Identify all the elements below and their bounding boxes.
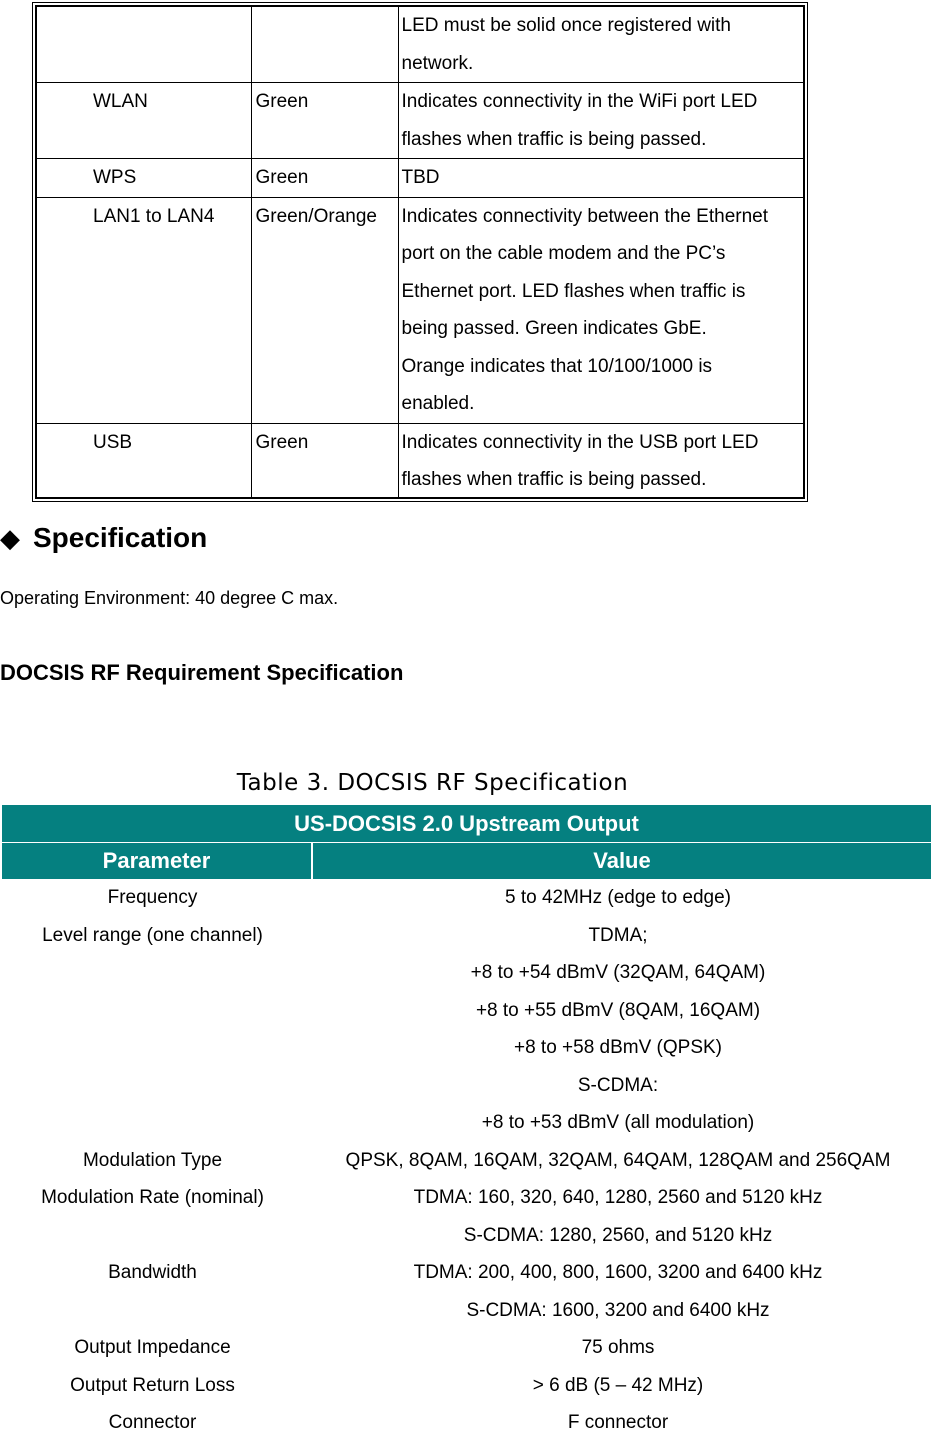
rf-table-row	[0, 917, 931, 955]
rf-table-row	[0, 1104, 931, 1142]
rf-table-row	[0, 1142, 931, 1180]
led-description-cell	[398, 159, 803, 198]
table-caption: Table 3. DOCSIS RF Specification	[236, 770, 629, 796]
specification-heading	[0, 522, 207, 554]
rf-value-cell: +8 to +58 dBmV (QPSK)	[513, 1037, 723, 1058]
rf-value-cell: +8 to +55 dBmV (8QAM, 16QAM)	[475, 999, 761, 1021]
rf-table-row	[0, 1067, 931, 1105]
rf-table-header-parameter: Parameter	[2, 843, 311, 879]
rf-parameter-cell	[0, 954, 305, 992]
led-description-line: Orange indicates that 10/100/1000 is	[401, 355, 713, 377]
rf-table-row	[0, 1292, 931, 1330]
rf-table-row	[0, 1329, 931, 1367]
rf-table-row	[0, 879, 931, 917]
led-description-line: flashes when traffic is being passed.	[401, 469, 707, 490]
rf-value-cell: TDMA: 160, 320, 640, 1280, 2560 and 5120 kHz	[413, 1187, 823, 1208]
rf-value-cell: S-CDMA: 1600, 3200 and 6400 kHz	[466, 1299, 770, 1321]
led-name-cell	[37, 7, 251, 83]
led-description-line: being passed. Green indicates GbE.	[401, 318, 707, 339]
rf-parameter-cell: Bandwidth	[108, 1262, 197, 1283]
rf-table-row	[0, 1367, 931, 1405]
rf-table-row	[0, 1254, 931, 1292]
led-table-row	[37, 197, 803, 423]
led-description-line: port on the cable modem and the PC’s	[401, 243, 726, 264]
docsis-rf-heading: DOCSIS RF Requirement Specification	[0, 660, 404, 685]
led-description-line: TBD	[401, 167, 440, 188]
led-description-cell	[398, 83, 803, 159]
led-description-line: Ethernet port. LED flashes when traffic is	[401, 280, 746, 302]
rf-table-title: US-DOCSIS 2.0 Upstream Output	[2, 805, 931, 842]
rf-parameter-cell	[0, 1067, 305, 1105]
specification-heading-text: Specification	[33, 522, 208, 553]
led-color-cell: Green	[251, 159, 398, 198]
led-table-row	[37, 423, 803, 499]
led-table-frame	[32, 2, 808, 502]
led-name-cell: WLAN	[37, 83, 251, 159]
rf-parameter-cell	[0, 1292, 305, 1330]
rf-value-cell: > 6 dB (5 – 42 MHz)	[532, 1374, 704, 1396]
led-name-cell: USB	[37, 423, 251, 499]
led-color-cell: Green/Orange	[251, 197, 398, 423]
led-description-line: Indicates connectivity in the USB port LED	[401, 431, 759, 453]
rf-value-cell: +8 to +54 dBmV (32QAM, 64QAM)	[470, 962, 766, 983]
rf-parameter-cell	[0, 1217, 305, 1255]
led-color-cell	[251, 7, 398, 83]
rf-value-cell: TDMA: 200, 400, 800, 1600, 3200 and 6400 kHz	[413, 1262, 823, 1283]
led-description-line: flashes when traffic is being passed.	[401, 128, 707, 150]
led-description-cell	[398, 423, 803, 499]
rf-table-row	[0, 992, 931, 1030]
led-name-cell: WPS	[37, 159, 251, 198]
rf-table-row	[0, 1404, 931, 1430]
rf-parameter-cell: Modulation Rate (nominal)	[41, 1187, 264, 1208]
led-table	[37, 7, 803, 499]
rf-value-cell: 75 ohms	[581, 1337, 655, 1358]
rf-value-cell: 5 to 42MHz (edge to edge)	[504, 887, 732, 908]
led-description-line: LED must be solid once registered with	[401, 15, 731, 36]
rf-value-cell: QPSK, 8QAM, 16QAM, 32QAM, 64QAM, 128QAM and 256QAM	[345, 1149, 891, 1171]
rf-value-cell: +8 to +53 dBmV (all modulation)	[481, 1112, 755, 1133]
led-table-body	[37, 7, 803, 499]
rf-parameter-cell: Modulation Type	[82, 1149, 223, 1171]
rf-parameter-cell: Output Return Loss	[70, 1374, 235, 1396]
diamond-bullet-icon: ◆	[0, 522, 20, 553]
rf-parameter-cell	[0, 1104, 305, 1142]
rf-table-body	[0, 879, 931, 1430]
led-description-line: network.	[401, 52, 474, 74]
led-table-inner-frame	[35, 5, 805, 499]
led-table-row	[37, 159, 803, 198]
led-description-cell	[398, 197, 803, 423]
rf-table-row	[0, 1179, 931, 1217]
rf-parameter-cell: Level range (one channel)	[42, 924, 263, 946]
rf-value-cell: S-CDMA: 1280, 2560, and 5120 kHz	[463, 1224, 773, 1246]
led-description-cell	[398, 7, 803, 83]
rf-parameter-cell: Frequency	[107, 887, 198, 908]
rf-value-cell: S-CDMA:	[577, 1074, 659, 1096]
rf-value-cell: F connector	[567, 1412, 669, 1430]
led-description-line: Indicates connectivity between the Ethernet	[401, 205, 769, 227]
rf-parameter-cell	[0, 992, 305, 1030]
rf-parameter-cell: Output Impedance	[74, 1337, 231, 1358]
led-color-cell: Green	[251, 83, 398, 159]
led-color-cell: Green	[251, 423, 398, 499]
rf-table-row	[0, 1217, 931, 1255]
rf-table-row	[0, 1029, 931, 1067]
led-table-row	[37, 7, 803, 83]
rf-value-cell: TDMA;	[588, 924, 648, 946]
rf-table-row	[0, 954, 931, 992]
rf-parameter-cell: Connector	[108, 1412, 197, 1430]
rf-table-header-value: Value	[313, 843, 931, 879]
led-name-cell: LAN1 to LAN4	[37, 197, 251, 423]
led-description-line: Indicates connectivity in the WiFi port LED	[401, 91, 758, 112]
operating-environment-text: Operating Environment: 40 degree C max.	[0, 588, 339, 608]
rf-parameter-cell	[0, 1029, 305, 1067]
led-description-line: enabled.	[401, 393, 475, 414]
led-table-row	[37, 83, 803, 159]
